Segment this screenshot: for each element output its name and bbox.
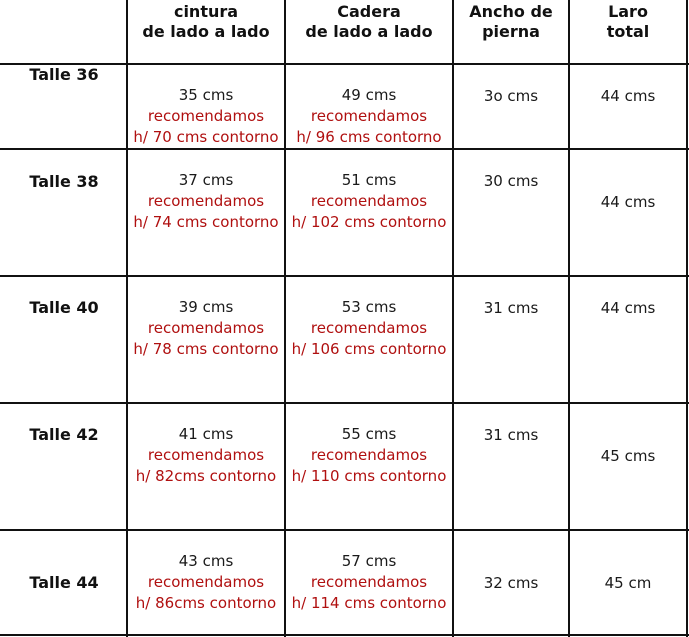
measure-value: 43 cms [178, 552, 234, 570]
largo-cell: 44 cms [600, 299, 656, 317]
contour-text: h/ 102 cms contorno [291, 213, 447, 231]
grid-line [0, 275, 689, 277]
ancho-cell: 31 cms [483, 299, 539, 317]
recommend-label: recomendamos [147, 573, 265, 591]
header-cadera [286, 2, 452, 42]
contour-text: h/ 78 cms contorno [133, 340, 279, 358]
row-label: Talle 38 [29, 172, 99, 191]
measure-value: 53 cms [341, 298, 397, 316]
header-line: Ancho de [469, 2, 553, 21]
header-line: Cadera [337, 2, 401, 21]
largo-cell: 45 cms [600, 447, 656, 465]
measure-value: 35 cms [178, 86, 234, 104]
largo-cell: 44 cms [600, 193, 656, 211]
cadera-cell [286, 424, 452, 487]
cintura-cell [128, 551, 284, 614]
header-line: de lado a lado [142, 22, 270, 41]
measure-value: 55 cms [341, 425, 397, 443]
grid-line [686, 0, 688, 637]
cintura-cell [128, 424, 284, 487]
grid-line [0, 402, 689, 404]
recommend-label: recomendamos [147, 319, 265, 337]
contour-text: h/ 70 cms contorno [133, 128, 279, 146]
header-line: Laro [608, 2, 648, 21]
recommend-label: recomendamos [310, 192, 428, 210]
grid-line [0, 529, 689, 531]
row-label: Talle 36 [29, 65, 99, 84]
ancho-cell: 3o cms [483, 87, 539, 105]
recommend-label: recomendamos [147, 192, 265, 210]
recommend-label: recomendamos [310, 573, 428, 591]
recommend-label: recomendamos [147, 446, 265, 464]
row-label: Talle 40 [29, 298, 99, 317]
contour-text: h/ 106 cms contorno [291, 340, 447, 358]
ancho-cell: 31 cms [483, 426, 539, 444]
measure-value: 51 cms [341, 171, 397, 189]
grid-line [0, 634, 689, 636]
contour-text: h/ 74 cms contorno [133, 213, 279, 231]
cadera-cell [286, 551, 452, 614]
contour-text: h/ 82cms contorno [135, 467, 277, 485]
row-label: Talle 42 [29, 425, 99, 444]
largo-cell: 44 cms [600, 87, 656, 105]
header-largo [570, 2, 686, 42]
cintura-cell [128, 85, 284, 148]
header-line: de lado a lado [305, 22, 433, 41]
cadera-cell [286, 85, 452, 148]
header-line: cintura [173, 2, 239, 21]
contour-text: h/ 86cms contorno [135, 594, 277, 612]
cadera-cell [286, 170, 452, 233]
measure-value: 39 cms [178, 298, 234, 316]
contour-text: h/ 96 cms contorno [296, 128, 442, 146]
recommend-label: recomendamos [310, 446, 428, 464]
recommend-label: recomendamos [147, 107, 265, 125]
header-cintura [128, 2, 284, 42]
contour-text: h/ 110 cms contorno [291, 467, 447, 485]
contour-text: h/ 114 cms contorno [291, 594, 447, 612]
measure-value: 49 cms [341, 86, 397, 104]
ancho-cell: 32 cms [483, 574, 539, 592]
recommend-label: recomendamos [310, 319, 428, 337]
header-line: total [606, 22, 650, 41]
cintura-cell [128, 297, 284, 360]
cadera-cell [286, 297, 452, 360]
header-ancho [454, 2, 568, 42]
cintura-cell [128, 170, 284, 233]
recommend-label: recomendamos [310, 107, 428, 125]
row-label: Talle 44 [29, 573, 99, 592]
measure-value: 57 cms [341, 552, 397, 570]
header-line: pierna [482, 22, 540, 41]
measure-value: 37 cms [178, 171, 234, 189]
grid-line [0, 148, 689, 150]
largo-cell: 45 cm [604, 574, 652, 592]
measure-value: 41 cms [178, 425, 234, 443]
ancho-cell: 30 cms [483, 172, 539, 190]
